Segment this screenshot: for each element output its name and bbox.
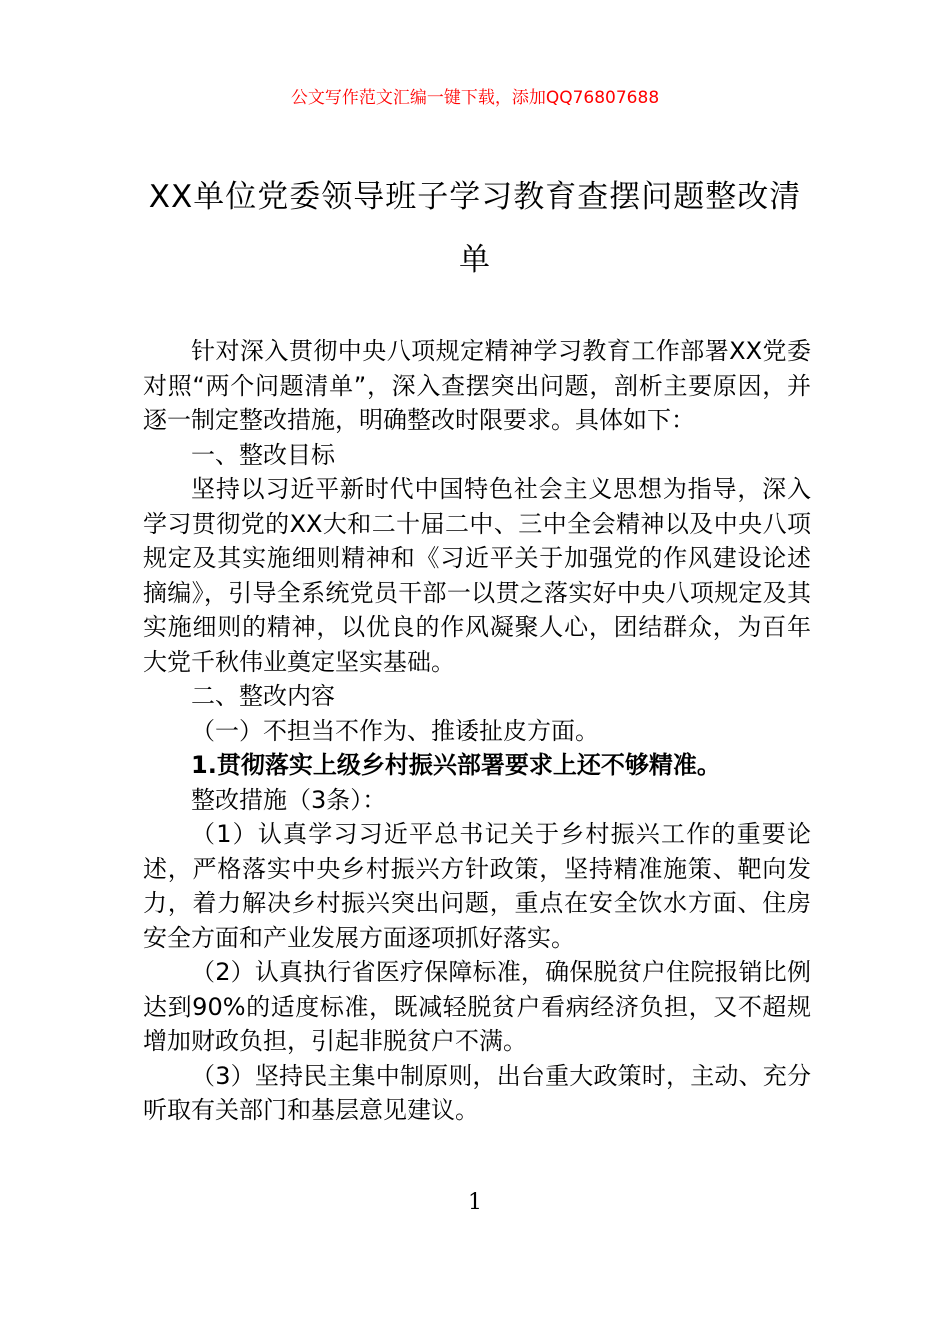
issue-heading: 1.贯彻落实上级乡村振兴部署要求上还不够精准。 bbox=[191, 751, 721, 779]
measure-item: （3）坚持民主集中制原则，出台重大政策时，主动、充分听取有关部门和基层意见建议。 bbox=[143, 1061, 811, 1124]
document-body bbox=[143, 334, 811, 1128]
goals-paragraph: 坚持以习近平新时代中国特色社会主义思想为指导，深入学习贯彻党的XX大和二十届二中、三中全会精神以及中央八项规定及其实施细则精神和《习近平关于加强党的作风建设论述摘编》，引导全系统党员干部一以贯之落实好中央八项规定及其实施细则的精神，以优良的作风凝聚人心，团结群众，为百年大党千秋伟业奠定坚实基础。 bbox=[143, 475, 811, 676]
measure-item: （2）认真执行省医疗保障标准，确保脱贫户住院报销比例达到90%的适度标准，既减轻脱贫户看病经济负担，又不超规增加财政负担，引起非脱贫户不满。 bbox=[143, 958, 811, 1055]
measure-item: （1）认真学习习近平总书记关于乡村振兴工作的重要论述，严格落实中央乡村振兴方针政策，坚持精准施策、靶向发力，着力解决乡村振兴突出问题，重点在安全饮水方面、住房安全方面和产业发展方面逐项抓好落实。 bbox=[143, 820, 811, 952]
section-heading-content: 二、整改内容 bbox=[191, 682, 335, 710]
measures-label: 整改措施（3条）： bbox=[191, 785, 387, 814]
subsection-heading: （一）不担当不作为、推诿扯皮方面。 bbox=[191, 716, 599, 745]
document-title: XX单位党委领导班子学习教育查摆问题整改清单 bbox=[148, 179, 802, 278]
section-heading-goals: 一、整改目标 bbox=[191, 440, 335, 469]
page-number: 1 bbox=[468, 1190, 482, 1215]
watermark-text: 公文写作范文汇编一键下载，添加QQ76807688 bbox=[290, 88, 660, 108]
intro-paragraph: 针对深入贯彻中央八项规定精神学习教育工作部署XX党委对照“两个问题清单”，深入查摆突出问题，剖析主要原因，并逐一制定整改措施，明确整改时限要求。具体如下： bbox=[143, 337, 811, 434]
